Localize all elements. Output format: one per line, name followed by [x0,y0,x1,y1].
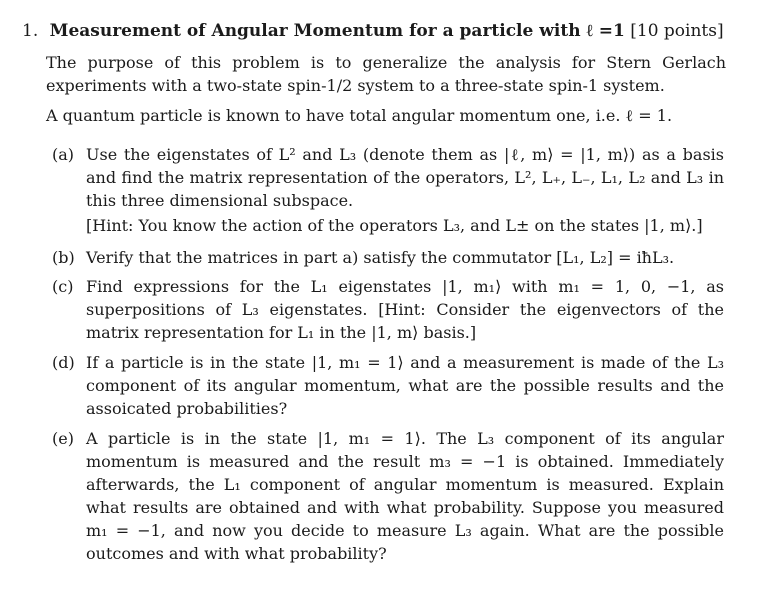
part-b-text: Verify that the matrices in part a) satisfy the commutator [L₁, L₂] = iħL₃. [86,248,675,267]
statement-paragraph: A quantum particle is known to have total angular momentum one, i.e. ℓ = 1. [46,106,673,125]
part-a-hint: [Hint: You know the action of the operators L₃, and L± on the states |1, m⟩.] [86,216,703,235]
part-c-text: Find expressions for the L₁ eigenstates |1, m₁⟩ with m₁ = 1, 0, −1, as superpositions of L₃ eigenstates. [Hint: Consider the eigenvectors of the matrix representation for L₁ in the |1, m⟩ basis.] [86,277,724,342]
problem-number: 1. [22,21,39,41]
part-d-label: (d) [52,353,75,372]
part-e-text: A particle is in the state |1, m₁ = 1⟩. The L₃ component of its angular momentum is measured and the result m₃ = −1 is obtained. Immediately afterwards, the L₁ component of angular momentum is measured. Explain what results are obtained and with what probability. Suppose you measured m₁ = −1, and now you decide to measure L₃ again. What are the possible outcomes and with what probability? [86,429,724,563]
part-c [52,275,724,344]
part-a-label: (a) [52,145,75,164]
part-e [52,427,724,565]
purpose-paragraph: The purpose of this problem is to generalize the analysis for Stern Gerlach experiments with a two-state spin-1/2 system to a three-state spin-1 system. [46,53,726,95]
part-a [52,143,724,212]
part-c-label: (c) [52,277,74,296]
part-a-text: Use the eigenstates of L² and L₃ (denote them as |ℓ, m⟩ = |1, m⟩) as a basis and find the matrix representation of the operators, L², L₊, L₋, L₁, L₂ and L₃ in this three dimensional subspace. [86,145,724,210]
part-b [52,246,724,269]
problem-points: [10 points] [630,21,724,41]
part-d-text: If a particle is in the state |1, m₁ = 1⟩ and a measurement is made of the L₃ component of its angular momentum, what are the possible results and the assoicated probabilities? [86,353,724,418]
part-e-label: (e) [52,429,74,448]
part-d [52,351,724,420]
problem-heading [22,20,724,42]
problem-title: Measurement of Angular Momentum for a particle with ℓ =1 [49,21,625,41]
part-b-label: (b) [52,248,75,267]
